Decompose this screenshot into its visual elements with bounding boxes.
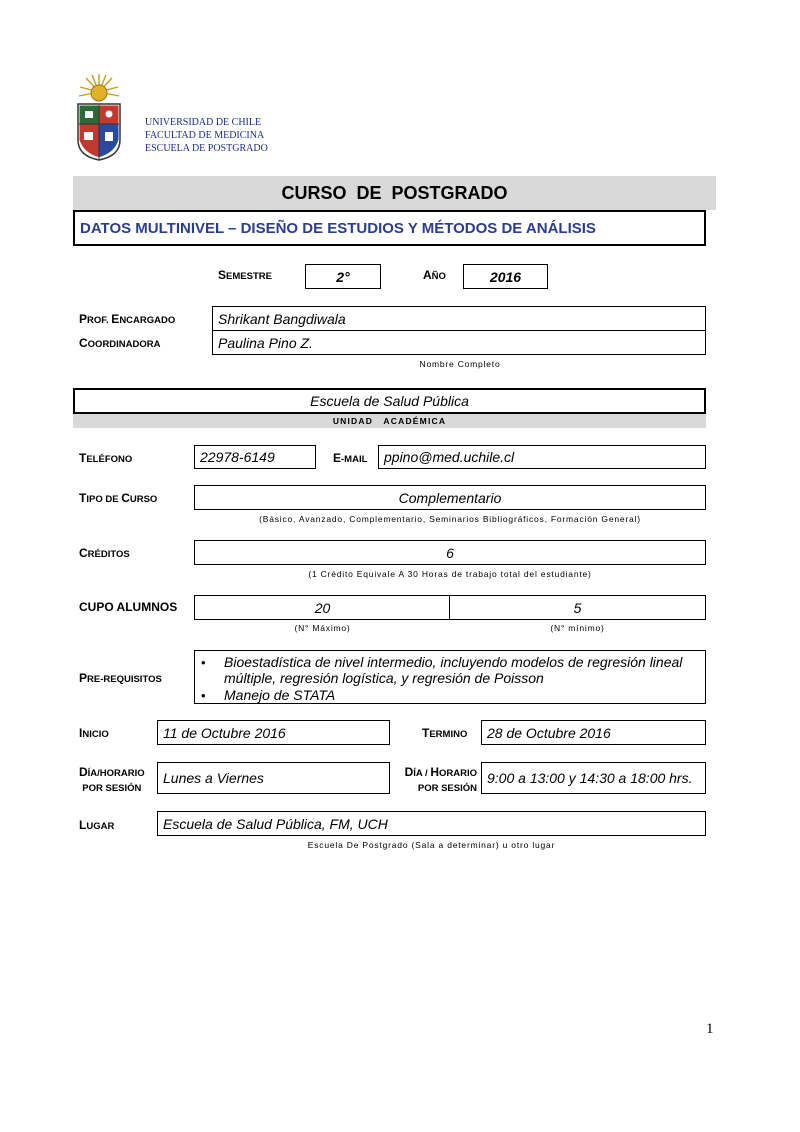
- capacity-min-note: (N° mínimo): [550, 623, 605, 633]
- bullet-icon: •: [201, 655, 206, 670]
- course-type-label: TIPO DE CURSO: [79, 491, 158, 505]
- prereq-item: [201, 654, 206, 672]
- academic-unit-caption: UNIDAD ACADÉMICA: [332, 416, 447, 426]
- course-type-value: Complementario: [398, 489, 502, 506]
- phone-field: [194, 445, 316, 469]
- semester-field: [305, 264, 381, 289]
- hours-label: DÍA / HORARIO POR SESIÓN: [404, 765, 477, 794]
- capacity-min-field: [449, 595, 706, 620]
- coordinator-value: Paulina Pino Z.: [218, 334, 313, 351]
- coordinator-field: [212, 330, 706, 355]
- hours-value: 9:00 a 13:00 y 14:30 a 18:00 hrs.: [487, 770, 693, 786]
- university-crest-logo: [76, 74, 122, 162]
- course-name-box: [73, 210, 706, 246]
- course-type-field: [194, 485, 706, 510]
- end-field: [481, 720, 706, 745]
- course-type-note: (Básico, Avanzado, Complementario, Seminarios Bibliográficos, Formación General): [259, 514, 641, 524]
- semester-value: 2°: [336, 268, 350, 285]
- credits-field: [194, 540, 706, 565]
- prof-field: [212, 306, 706, 331]
- phone-value: 22978-6149: [200, 449, 275, 465]
- place-label: LUGAR: [79, 818, 115, 832]
- credits-value: 6: [446, 544, 454, 561]
- credits-label: CRÉDITOS: [79, 546, 130, 560]
- prereq-item-1-line-2: múltiple, regresión logística, y regresión de Poisson: [224, 670, 544, 686]
- institution-school: ESCUELA DE POSTGRADO: [145, 143, 268, 154]
- prereq-item-2: Manejo de STATA: [224, 687, 336, 703]
- page-number: 1: [706, 1021, 714, 1037]
- prereq-label: PRE-REQUISITOS: [79, 671, 162, 685]
- days-field: [157, 762, 390, 794]
- capacity-label: CUPO ALUMNOS: [79, 600, 178, 614]
- semester-label: SEMESTRE: [218, 268, 272, 282]
- phone-label: TELÉFONO: [79, 451, 133, 465]
- place-note: Escuela De Postgrado (Sala a determinar) u otro lugar: [307, 840, 556, 850]
- place-value: Escuela de Salud Pública, FM, UCH: [163, 815, 388, 832]
- year-label: AÑO: [423, 268, 446, 282]
- credits-note: (1 Crédito Equivale A 30 Horas de trabajo total del estudiante): [308, 569, 592, 579]
- end-value: 28 de Octubre 2016: [487, 724, 611, 741]
- start-label: INICIO: [79, 726, 109, 740]
- year-field: [463, 264, 548, 289]
- days-label: DÍA/HORARIO POR SESIÓN: [79, 765, 145, 794]
- academic-unit-caption-bar: [73, 414, 706, 428]
- start-field: [157, 720, 390, 745]
- year-value: 2016: [489, 268, 522, 285]
- capacity-max-value: 20: [314, 599, 331, 616]
- capacity-max-field: [194, 595, 451, 620]
- coordinator-label: COORDINADORA: [79, 336, 161, 350]
- prereq-field: [194, 650, 706, 704]
- prof-value: Shrikant Bangdiwala: [218, 310, 346, 327]
- email-value: ppino@med.uchile.cl: [384, 449, 515, 465]
- capacity-min-value: 5: [573, 599, 582, 616]
- course-name: DATOS MULTINIVEL – DISEÑO DE ESTUDIOS Y MÉTODOS DE ANÁLISIS: [80, 219, 596, 237]
- page-title-banner: [73, 176, 716, 210]
- email-field: [378, 445, 706, 469]
- academic-unit-field: [73, 388, 706, 414]
- email-label: E-MAIL: [333, 451, 368, 465]
- prof-label: PROF. ENCARGADO: [79, 312, 176, 326]
- place-field: [157, 811, 706, 836]
- page-title: CURSO DE POSTGRADO: [281, 182, 508, 203]
- bullet-icon: •: [201, 688, 206, 703]
- start-value: 11 de Octubre 2016: [163, 724, 286, 741]
- hours-field: [481, 762, 706, 794]
- days-value: Lunes a Viernes: [163, 770, 264, 786]
- institution-university: UNIVERSIDAD DE CHILE: [145, 117, 262, 128]
- institution-faculty: FACULTAD DE MEDICINA: [145, 130, 265, 141]
- capacity-max-note: (N° Máximo): [294, 623, 351, 633]
- academic-unit-value: Escuela de Salud Pública: [310, 393, 469, 409]
- end-label: TERMINO: [422, 726, 468, 740]
- prereq-item: [201, 687, 206, 705]
- name-note: Nombre Completo: [419, 359, 501, 369]
- prereq-item-1-line-1: Bioestadística de nivel intermedio, incluyendo modelos de regresión lineal: [224, 654, 683, 670]
